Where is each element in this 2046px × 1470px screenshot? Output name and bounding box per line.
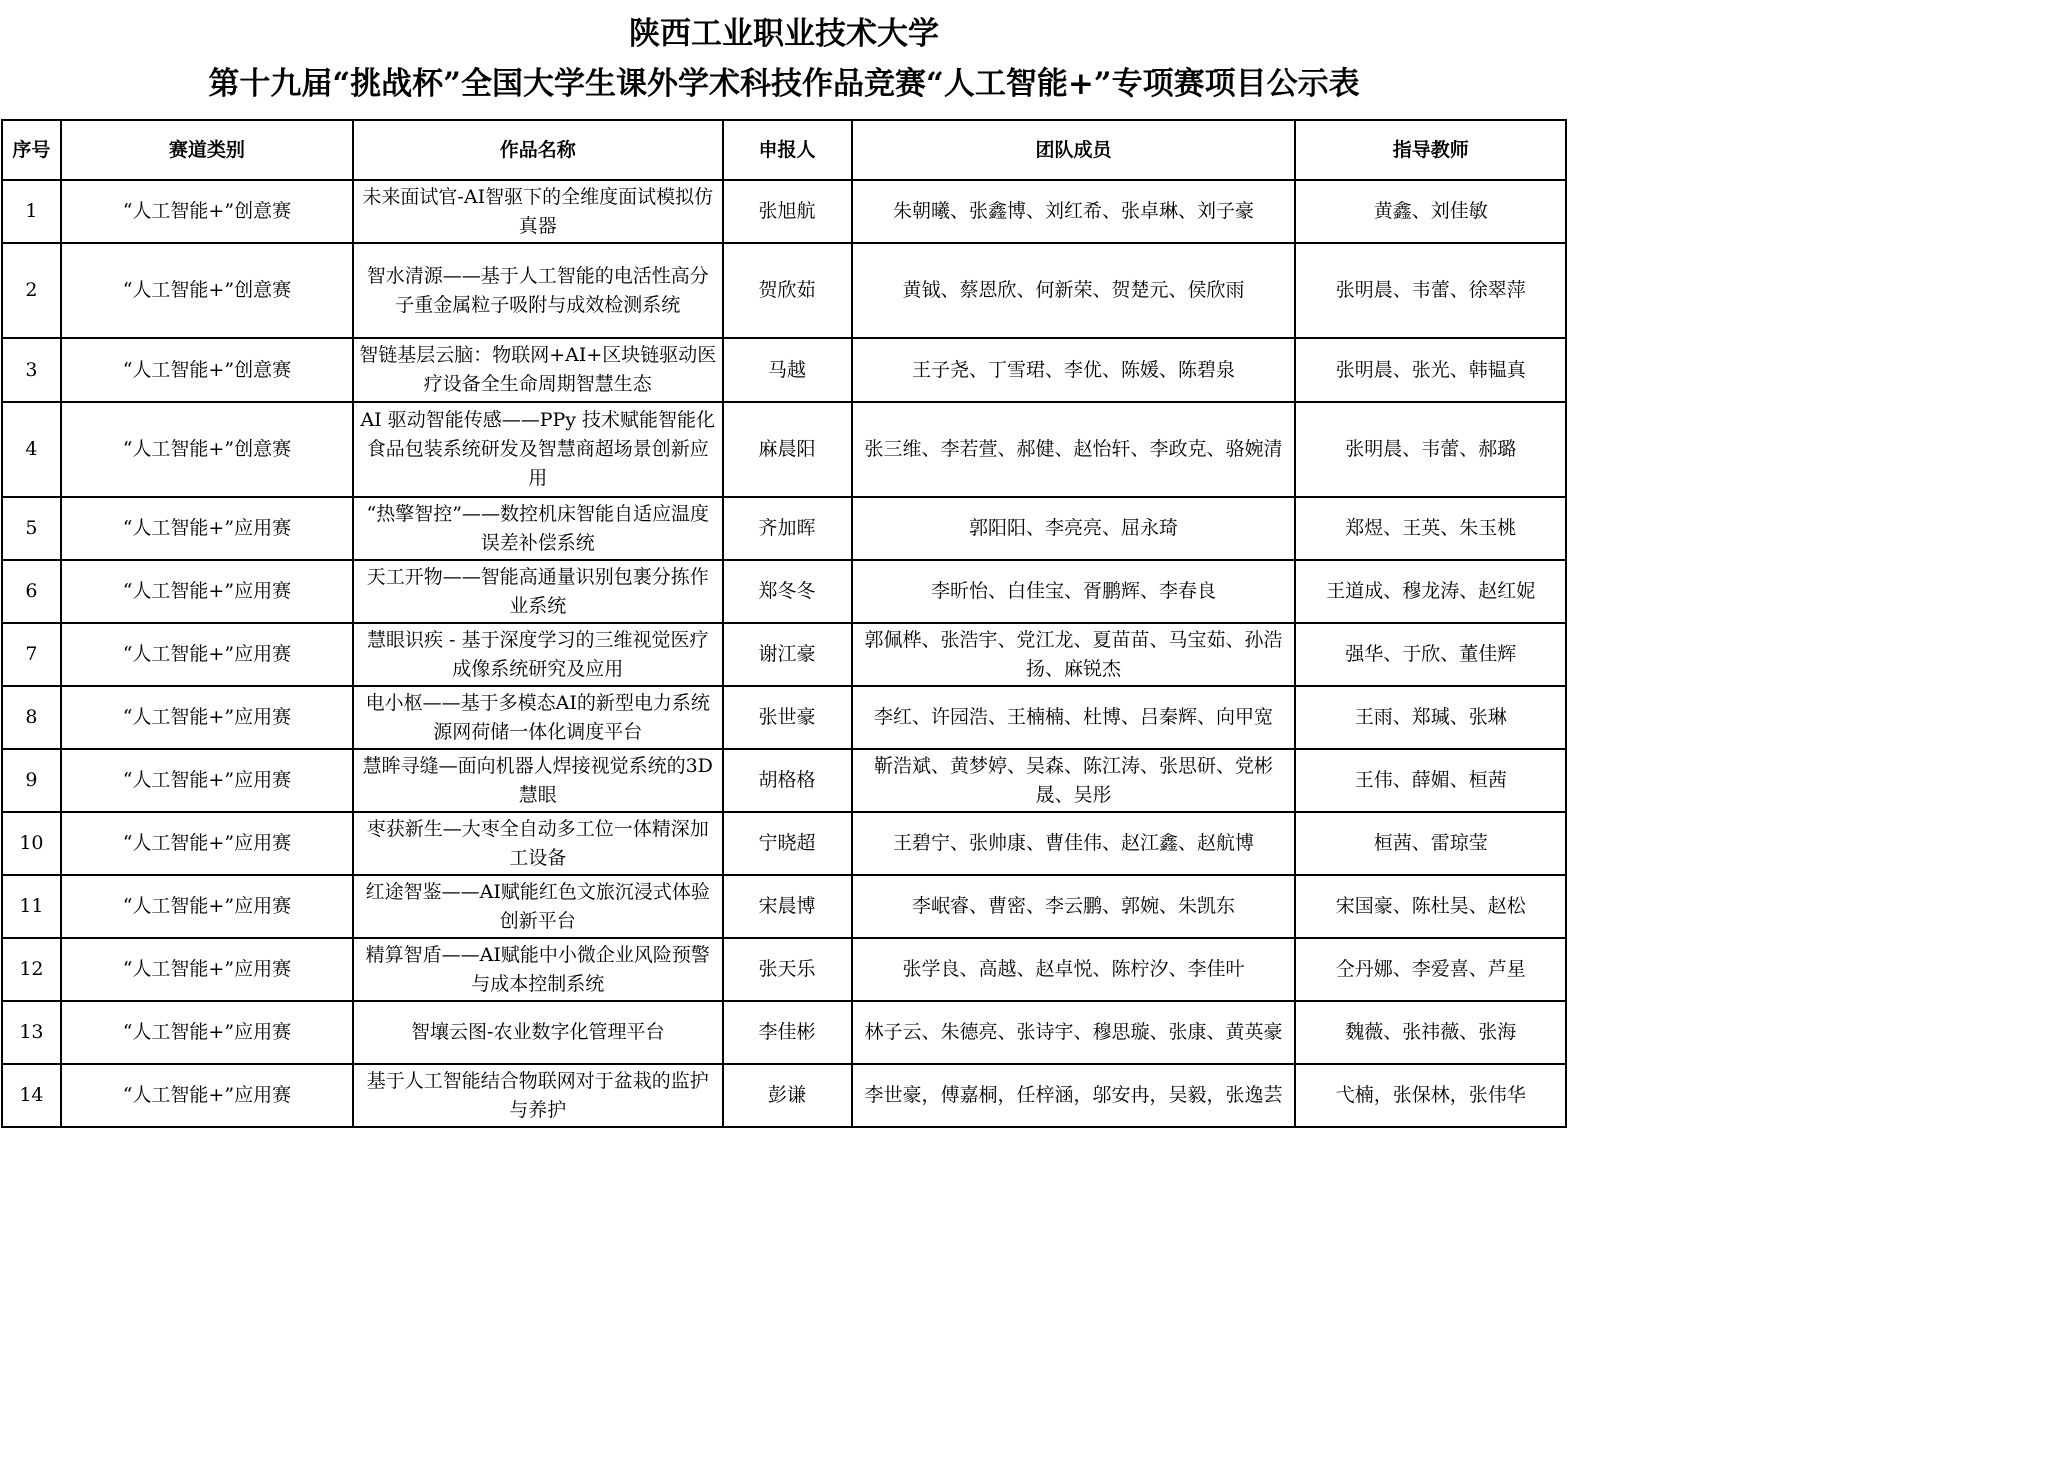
cell-advisors: 魏薇、张祎薇、张海 [1295,1001,1566,1064]
cell-work-name: 智壤云图-农业数字化管理平台 [353,1001,723,1064]
cell-advisors: 王道成、穆龙涛、赵红妮 [1295,560,1566,623]
cell-team-members: 王碧宁、张帅康、曹佳伟、赵江鑫、赵航博 [852,812,1296,875]
cell-work-name: 基于人工智能结合物联网对于盆栽的监护与养护 [353,1064,723,1127]
header-track: 赛道类别 [61,120,353,180]
cell-track: “人工智能+”应用赛 [61,1001,353,1064]
table-row [2,938,1566,1001]
cell-advisors: 仝丹娜、李爱喜、芦星 [1295,938,1566,1001]
cell-index: 13 [2,1001,61,1064]
table-body [2,180,1566,1127]
cell-advisors: 王伟、薛媚、桓茜 [1295,749,1566,812]
cell-work-name: 慧眼识疾 - 基于深度学习的三维视觉医疗成像系统研究及应用 [353,623,723,686]
cell-index: 8 [2,686,61,749]
table-row [2,180,1566,243]
cell-advisors: 强华、于欣、董佳辉 [1295,623,1566,686]
cell-advisors: 张明晨、韦蕾、徐翠萍 [1295,243,1566,338]
cell-team-members: 郭佩桦、张浩宇、党江龙、夏苗苗、马宝茹、孙浩扬、麻锐杰 [852,623,1296,686]
cell-work-name: AI 驱动智能传感——PPy 技术赋能智能化食品包装系统研发及智慧商超场景创新应用 [353,402,723,497]
cell-applicant: 马越 [723,338,852,402]
header-work-name: 作品名称 [353,120,723,180]
project-table [1,119,1567,1128]
cell-applicant: 谢江豪 [723,623,852,686]
cell-track: “人工智能+”应用赛 [61,1064,353,1127]
cell-applicant: 齐加晖 [723,497,852,560]
cell-advisors: 郑煜、王英、朱玉桃 [1295,497,1566,560]
cell-track: “人工智能+”应用赛 [61,749,353,812]
cell-applicant: 郑冬冬 [723,560,852,623]
cell-applicant: 彭谦 [723,1064,852,1127]
cell-index: 12 [2,938,61,1001]
cell-applicant: 李佳彬 [723,1001,852,1064]
table-row [2,497,1566,560]
cell-track: “人工智能+”应用赛 [61,938,353,1001]
cell-track: “人工智能+”应用赛 [61,623,353,686]
cell-track: “人工智能+”创意赛 [61,180,353,243]
table-row [2,1001,1566,1064]
table-row [2,243,1566,338]
cell-track: “人工智能+”应用赛 [61,686,353,749]
cell-team-members: 张三维、李若萱、郝健、赵怡轩、李政克、骆婉清 [852,402,1296,497]
cell-work-name: 精算智盾——AI赋能中小微企业风险预警与成本控制系统 [353,938,723,1001]
cell-team-members: 靳浩斌、黄梦婷、吴森、陈江涛、张思研、党彬晟、吴彤 [852,749,1296,812]
cell-applicant: 麻晨阳 [723,402,852,497]
header-index: 序号 [2,120,61,180]
cell-team-members: 王子尧、丁雪珺、李优、陈媛、陈碧泉 [852,338,1296,402]
page-title: 陕西工业职业技术大学 [629,16,939,52]
cell-team-members: 李昕怡、白佳宝、胥鹏辉、李春良 [852,560,1296,623]
header-advisors: 指导教师 [1295,120,1566,180]
cell-index: 5 [2,497,61,560]
cell-track: “人工智能+”创意赛 [61,402,353,497]
table-row [2,402,1566,497]
cell-team-members: 张学良、高越、赵卓悦、陈柠汐、李佳叶 [852,938,1296,1001]
cell-index: 6 [2,560,61,623]
cell-track: “人工智能+”创意赛 [61,338,353,402]
cell-index: 3 [2,338,61,402]
cell-track: “人工智能+”应用赛 [61,560,353,623]
cell-applicant: 宁晓超 [723,812,852,875]
cell-advisors: 宋国豪、陈杜昊、赵松 [1295,875,1566,938]
cell-index: 2 [2,243,61,338]
cell-applicant: 宋晨博 [723,875,852,938]
cell-team-members: 林子云、朱德亮、张诗宇、穆思璇、张康、黄英豪 [852,1001,1296,1064]
table-row [2,749,1566,812]
cell-applicant: 张旭航 [723,180,852,243]
cell-index: 4 [2,402,61,497]
cell-team-members: 李岷睿、曹密、李云鹏、郭婉、朱凯东 [852,875,1296,938]
cell-track: “人工智能+”应用赛 [61,497,353,560]
cell-work-name: “热擎智控”——数控机床智能自适应温度误差补偿系统 [353,497,723,560]
table-row [2,1064,1566,1127]
cell-work-name: 慧眸寻缝—面向机器人焊接视觉系统的3D慧眼 [353,749,723,812]
table-row [2,623,1566,686]
table-row [2,560,1566,623]
table-row [2,812,1566,875]
cell-team-members: 黄钺、蔡恩欣、何新荣、贺楚元、侯欣雨 [852,243,1296,338]
cell-advisors: 桓茜、雷琼莹 [1295,812,1566,875]
cell-work-name: 红途智鉴——AI赋能红色文旅沉浸式体验创新平台 [353,875,723,938]
cell-work-name: 未来面试官-AI智驱下的全维度面试模拟仿真器 [353,180,723,243]
table-row [2,338,1566,402]
cell-team-members: 李世豪，傅嘉桐，任梓涵，邬安冉，吴毅，张逸芸 [852,1064,1296,1127]
cell-index: 9 [2,749,61,812]
cell-applicant: 贺欣茹 [723,243,852,338]
cell-index: 1 [2,180,61,243]
cell-index: 14 [2,1064,61,1127]
cell-team-members: 朱朝曦、张鑫博、刘红希、张卓琳、刘子豪 [852,180,1296,243]
cell-team-members: 郭阳阳、李亮亮、屈永琦 [852,497,1296,560]
cell-track: “人工智能+”应用赛 [61,812,353,875]
cell-advisors: 黄鑫、刘佳敏 [1295,180,1566,243]
cell-advisors: 张明晨、韦蕾、郝璐 [1295,402,1566,497]
table-row [2,875,1566,938]
cell-work-name: 智水清源——基于人工智能的电活性高分子重金属粒子吸附与成效检测系统 [353,243,723,338]
cell-advisors: 张明晨、张光、韩韫真 [1295,338,1566,402]
table-row [2,686,1566,749]
cell-advisors: 王雨、郑瑊、张琳 [1295,686,1566,749]
cell-track: “人工智能+”应用赛 [61,875,353,938]
cell-index: 7 [2,623,61,686]
header-team-members: 团队成员 [852,120,1296,180]
cell-index: 10 [2,812,61,875]
cell-applicant: 张天乐 [723,938,852,1001]
cell-track: “人工智能+”创意赛 [61,243,353,338]
cell-team-members: 李红、许园浩、王楠楠、杜博、吕秦辉、向甲宽 [852,686,1296,749]
cell-work-name: 智链基层云脑：物联网+AI+区块链驱动医疗设备全生命周期智慧生态 [353,338,723,402]
cell-index: 11 [2,875,61,938]
cell-applicant: 胡格格 [723,749,852,812]
cell-applicant: 张世豪 [723,686,852,749]
header-applicant: 申报人 [723,120,852,180]
cell-work-name: 枣获新生—大枣全自动多工位一体精深加工设备 [353,812,723,875]
cell-work-name: 电小枢——基于多模态AI的新型电力系统源网荷储一体化调度平台 [353,686,723,749]
cell-work-name: 天工开物——智能高通量识别包裹分拣作业系统 [353,560,723,623]
cell-advisors: 弋楠，张保林，张伟华 [1295,1064,1566,1127]
page-subtitle: 第十九届“挑战杯”全国大学生课外学术科技作品竞赛“人工智能+”专项赛项目公示表 [208,66,1360,102]
table-header-row [2,120,1566,180]
